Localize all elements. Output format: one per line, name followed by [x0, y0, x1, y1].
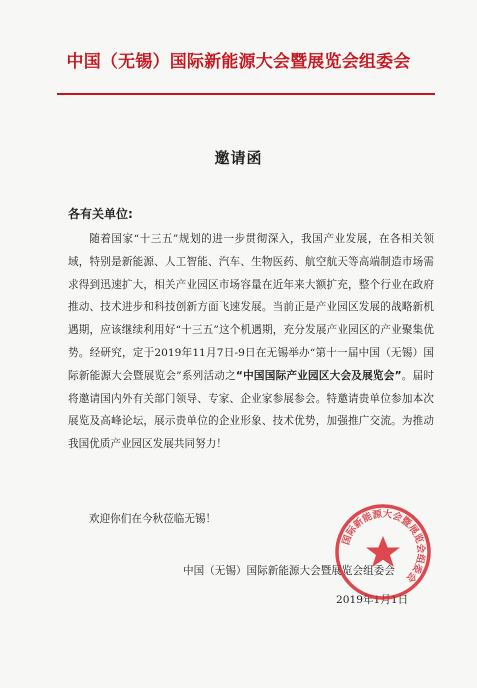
signature-date: 2019年1月1日: [336, 594, 409, 606]
signature-org: 中国（无锡）国际新能源大会暨展览会组委会: [183, 565, 395, 577]
body-text-part-1: 随着国家“十三五”规划的进一步贯彻深入，我国产业发展，在各相关领域，特别是新能源、人工智能、汽车、生物医药、航空航天等高端制造市场需求得到迅速扩大，相关产业园区市场容量在近年来大额扩充，整个行业在政府推动、技术进步和科技创新方面飞速发展。当前正是产业园区发展的战略新机遇期，应该继续利用好“十三五”这个机遇期，充分发展产业园区的产业聚集优势。经研究，定于2019年11月7日-9日在无锡举办“第十一届中国（无锡）国际新能源大会暨展览会”系列活动之: [68, 233, 434, 382]
letterhead-divider: [57, 93, 435, 95]
document-title: 邀请函: [214, 149, 263, 167]
body-text-part-2: 。届时将邀请国内外有关部门领导、专家、企业家参展参会。特邀请贵单位参加本次展览及高峰论坛，展示贵单位的企业形象、技术优势，加强推广交流。为推动我国优质产业园区发展共同努力！: [68, 369, 434, 451]
letter-body: [68, 228, 434, 456]
salutation: 各有关单位:: [68, 207, 133, 221]
seal-text: 国际新能源大会暨展览会组委会: [340, 508, 427, 585]
official-seal-stamp: [333, 502, 433, 602]
closing-line: 欢迎你们在今秋莅临无锡！: [89, 513, 217, 525]
letterhead-title: 中国（无锡）国际新能源大会暨展览会组委会: [66, 52, 411, 72]
event-name-bold: “中国国际产业园区大会及展览会”: [235, 369, 402, 382]
seal-star-icon: [366, 536, 400, 567]
